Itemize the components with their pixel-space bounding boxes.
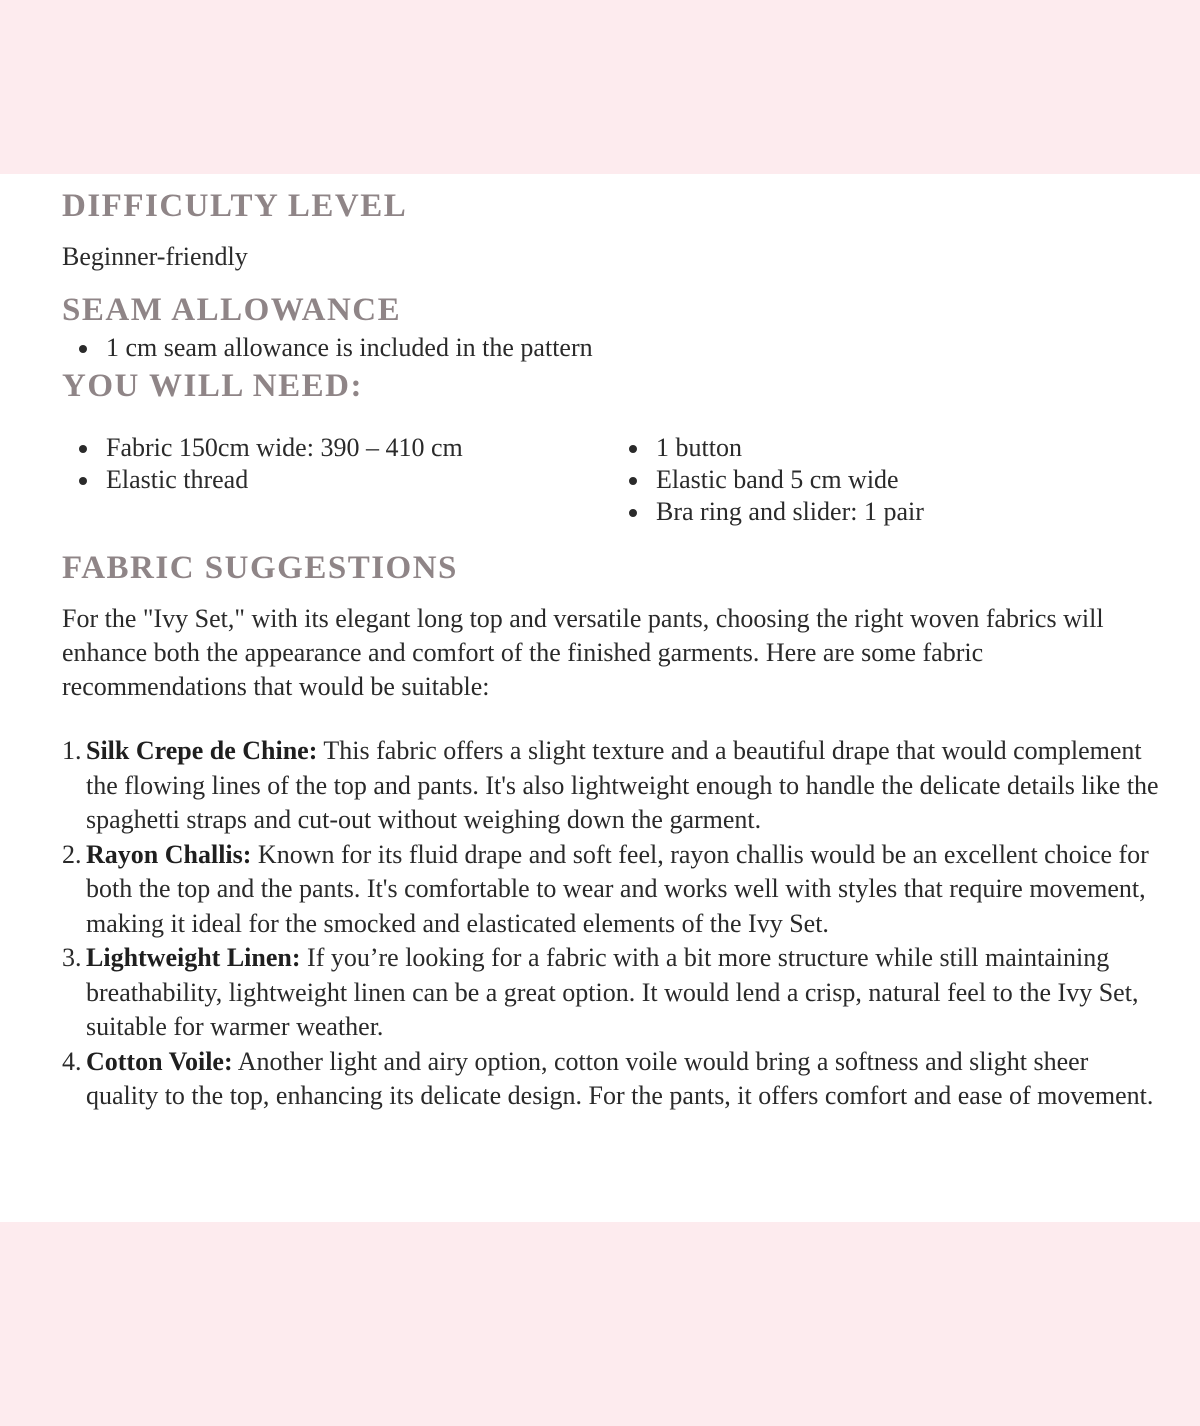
difficulty-heading: DIFFICULTY LEVEL <box>62 188 408 224</box>
bullet-icon <box>629 477 637 485</box>
materials-list-left <box>62 432 612 528</box>
list-item <box>612 496 1132 528</box>
materials-columns <box>62 432 1160 528</box>
bullet-icon <box>629 509 637 517</box>
bullet-icon <box>79 345 87 353</box>
bullet-icon <box>79 477 87 485</box>
fabric-suggestions-heading: FABRIC SUGGESTIONS <box>62 550 458 586</box>
fabric-description: Known for its fluid drape and soft feel, rayon challis would be an excellent choice for both the top and the pants. It's comfortable to wear and works well with styles that require movement, making it ideal for the smocked and elasticated elements of the Ivy Set. <box>86 839 1149 938</box>
item-number: 2. <box>62 839 82 869</box>
seam-item-text: 1 cm seam allowance is included in the pattern <box>106 333 593 362</box>
list-item <box>62 464 612 496</box>
fabric-name: Silk Crepe de Chine: <box>86 736 318 765</box>
item-number: 1. <box>62 736 82 765</box>
list-item <box>62 838 1162 942</box>
list-item <box>62 432 612 464</box>
fabric-suggestions-list <box>62 734 1162 1114</box>
list-item <box>62 1045 1162 1114</box>
list-item <box>62 941 1162 1045</box>
pattern-info-panel <box>0 174 1200 1222</box>
material-item-text: Elastic thread <box>106 465 249 494</box>
materials-list-right <box>612 432 1132 528</box>
list-item <box>612 464 1132 496</box>
fabric-name: Cotton Voile: <box>86 1046 233 1076</box>
list-item <box>62 332 1160 364</box>
material-item-text: Bra ring and slider: 1 pair <box>656 497 924 526</box>
list-item <box>612 432 1132 464</box>
top-pink-band <box>0 0 1200 174</box>
item-number: 4. <box>62 1046 82 1076</box>
material-item-text: Elastic band 5 cm wide <box>656 465 899 494</box>
list-item <box>62 734 1162 838</box>
fabric-description: Another light and airy option, cotton voile would bring a softness and slight sheer quality to the top, enhancing its delicate design. For the pants, it offers comfort and ease of movement. <box>86 1046 1154 1110</box>
fabric-name: Rayon Challis: <box>86 839 252 869</box>
you-will-need-heading: YOU WILL NEED: <box>62 368 363 404</box>
seam-allowance-list <box>62 332 1160 364</box>
bullet-icon <box>79 445 87 453</box>
fabric-description: This fabric offers a slight texture and a beautiful drape that would complement the flowing lines of the top and pants. It's also lightweight enough to handle the delicate details like the spaghetti straps and cut-out without weighing down the garment. <box>86 736 1159 834</box>
material-item-text: Fabric 150cm wide: 390 – 410 cm <box>106 433 463 462</box>
material-item-text: 1 button <box>656 433 742 462</box>
bullet-icon <box>629 445 637 453</box>
fabric-intro-paragraph: For the "Ivy Set," with its elegant long top and versatile pants, choosing the right woven fabrics will enhance both the appearance and comfort of the finished garments. Here are some fabric recommendations that would be suitable: <box>62 604 1104 701</box>
difficulty-value: Beginner-friendly <box>62 242 248 271</box>
fabric-description: If you’re looking for a fabric with a bit more structure while still maintaining breathability, lightweight linen can be a great option. It would lend a crisp, natural feel to the Ivy Set, suitable for warmer weather. <box>86 943 1139 1041</box>
fabric-name: Lightweight Linen: <box>86 943 301 972</box>
item-number: 3. <box>62 943 82 972</box>
seam-allowance-heading: SEAM ALLOWANCE <box>62 292 402 328</box>
